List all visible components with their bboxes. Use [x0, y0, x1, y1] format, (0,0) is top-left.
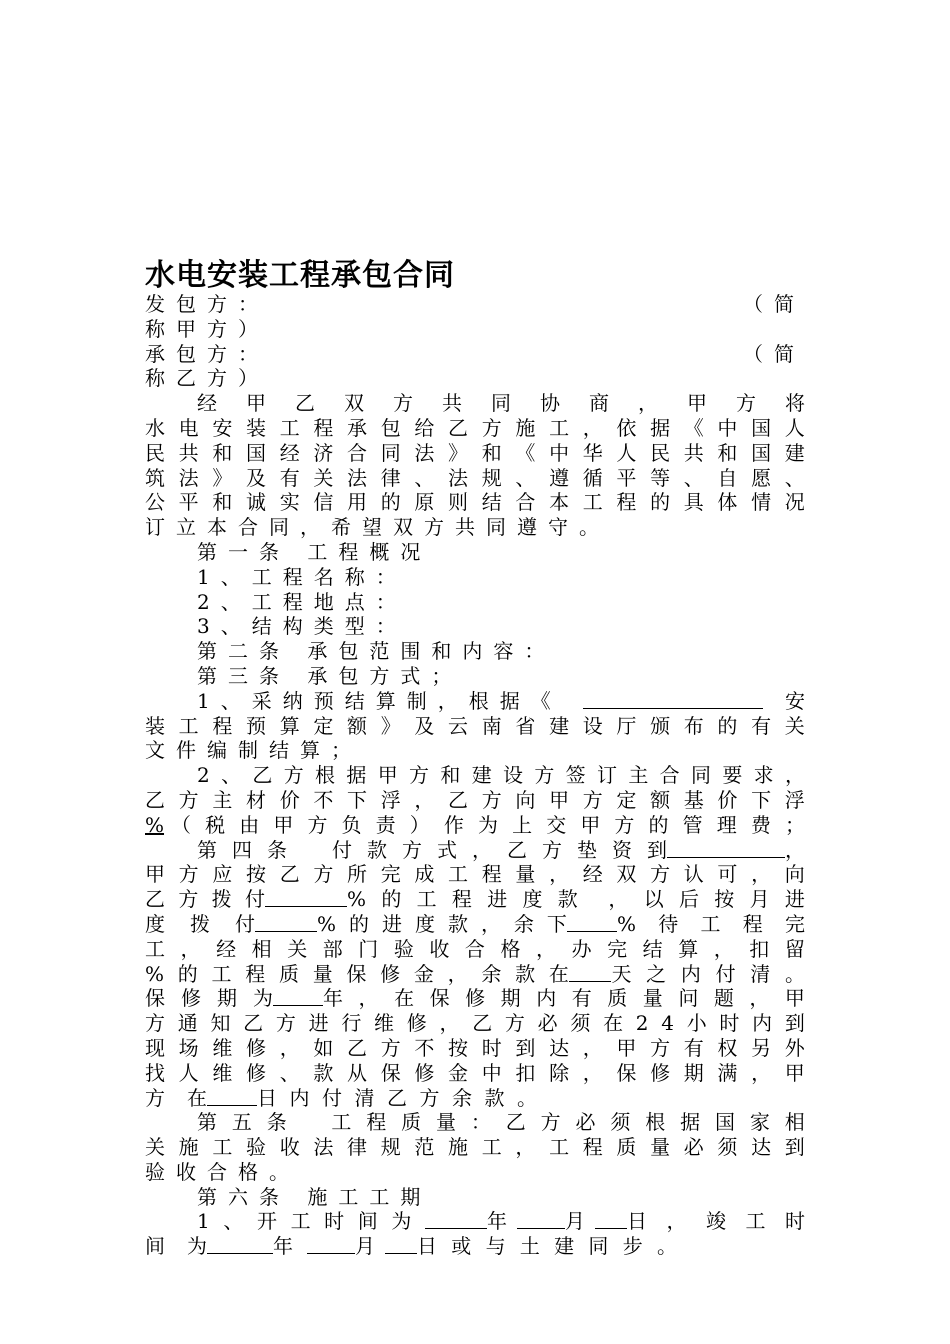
contract-line: [145, 986, 805, 1011]
contract-line: [145, 416, 805, 441]
contract-line: [145, 515, 805, 540]
contract-text: 第 四 条 付 款 方 式 ， 乙 方 垫 资 到: [197, 837, 667, 862]
contract-line: [145, 292, 805, 317]
contract-line: [145, 887, 805, 912]
contract-text: 2 、 乙 方 根 据 甲 方 和 建 设 方 签 订 主 合 同 要 求 ，: [197, 763, 805, 788]
blank-line: [569, 962, 612, 982]
contract-line: [145, 1160, 805, 1185]
contract-text: % 待 工 程 完: [617, 911, 805, 936]
contract-text: 1、采纳预结算制，根据《: [197, 688, 562, 713]
contract-text: （简: [743, 292, 805, 316]
blank-line: [255, 912, 317, 932]
contract-text: 方 在: [145, 1085, 207, 1110]
contract-line: [145, 391, 805, 416]
contract-line: [145, 1234, 805, 1259]
section-heading: [145, 540, 805, 565]
contract-text: 第一条 工程概况: [197, 539, 432, 564]
blank-line: [667, 838, 785, 858]
contract-text: （简: [743, 341, 805, 366]
contract-line: [145, 763, 805, 788]
contract-line: [145, 1086, 805, 1111]
blank-line: [273, 986, 323, 1006]
blank-line: [307, 1234, 355, 1254]
contract-text: % 的 工 程 进 度 款 ， 以 后 按 月 进: [347, 887, 805, 912]
contract-line: [145, 937, 805, 962]
contract-text: 2、工程地点：: [197, 589, 407, 614]
contract-text: 第六条 施工工期: [197, 1184, 432, 1209]
contract-text: 间 为: [145, 1234, 207, 1259]
contract-line: [145, 788, 805, 813]
blank-line: [517, 1209, 565, 1229]
blank-line: [207, 1234, 273, 1254]
contract-line: [145, 813, 805, 838]
contract-line: [145, 317, 805, 342]
contract-line: [145, 689, 805, 714]
contract-text: 年: [273, 1234, 293, 1259]
contract-text: 月: [355, 1234, 375, 1259]
blank-line: [583, 689, 763, 709]
contract-text: 日 ， 竣 工 时: [627, 1209, 805, 1234]
contract-text: 称乙方）: [145, 366, 269, 391]
contract-text: 筑 法 》 及 有 关 法 律 、 法 规 、 遵 循 平 等 、 自 愿 、: [145, 465, 805, 490]
blank-line: [385, 1234, 417, 1254]
document-title: 水电安装工程承包合同: [145, 258, 455, 293]
contract-text: 乙 方 拨 付: [145, 887, 265, 912]
contract-text: 乙 方 主 材 价 不 下 浮 ， 乙 方 向 甲 方 定 额 基 价 下 浮: [145, 787, 805, 812]
contract-line: [145, 1011, 805, 1036]
contract-line: [145, 441, 805, 466]
contract-line: [145, 466, 805, 491]
contract-text: 现 场 维 修 ， 如 乙 方 不 按 时 到 达 ， 甲 方 有 权 另 外: [145, 1035, 805, 1060]
contract-text: 方 通 知 乙 方 进 行 维 修 ， 乙 方 必 须 在 2 4 小 时 内 到: [145, 1011, 805, 1036]
contract-text: 度 拨 付: [145, 911, 255, 936]
contract-text: 日 内 付 清 乙 方 余 款 。: [257, 1085, 537, 1110]
contract-text: 3、结构类型：: [197, 614, 407, 639]
contract-text: ，: [785, 837, 805, 862]
contract-line: [145, 366, 805, 391]
contract-text: 文件编制结算；: [145, 738, 362, 763]
contract-text: 验收合格。: [145, 1159, 300, 1184]
contract-text: 水 电 安 装 工 程 承 包 给 乙 方 施 工 ， 依 据 《 中 国 人: [145, 415, 805, 440]
contract-line: [145, 614, 805, 639]
contract-line: [145, 838, 805, 863]
contract-text: 订立本合同，希望双方共同遵守。: [145, 515, 610, 540]
contract-text: 日 或 与 土 建 同 步 。: [417, 1234, 677, 1259]
contract-line: [145, 862, 805, 887]
blank-line: [567, 912, 617, 932]
contract-text: % 的 工 程 质 量 保 修 金 ， 余 款 在: [145, 961, 569, 986]
contract-text: 公 平 和 诚 实 信 用 的 原 则 结 合 本 工 程 的 具 体 情 况: [145, 490, 805, 515]
contract-text: 月: [565, 1209, 585, 1234]
contract-text: 工 ， 经 相 关 部 门 验 收 合 格 ， 办 完 结 算 ， 扣 留: [145, 936, 805, 961]
contract-text: 关 施 工 验 收 法 律 规 范 施 工 ， 工 程 质 量 必 须 达 到: [145, 1135, 805, 1160]
contract-line: [145, 1135, 805, 1160]
contract-text: 承包方：: [145, 341, 269, 366]
section-heading: [145, 1110, 805, 1135]
contract-text: 找 人 维 修 、 款 从 保 修 金 中 扣 除 ， 保 修 期 满 ， 甲: [145, 1060, 805, 1085]
contract-text: 民 共 和 国 经 济 合 同 法 》 和 《 中 华 人 民 共 和 国 建: [145, 440, 805, 465]
contract-text: 年 ， 在 保 修 期 内 有 质 量 问 题 ， 甲: [323, 986, 805, 1011]
contract-text: 第二条 承包范围和内容：: [197, 639, 556, 664]
contract-line: [145, 1209, 805, 1234]
contract-text: 称甲方）: [145, 316, 269, 341]
contract-text: 第三条 承包方式；: [197, 663, 463, 688]
blank-line: [207, 1086, 257, 1106]
blank-line: [595, 1209, 627, 1229]
blank-line: [425, 1209, 487, 1229]
contract-line: [145, 590, 805, 615]
contract-text: 1 、 开 工 时 间 为: [197, 1209, 412, 1234]
contract-text: 天 之 内 付 清 。: [611, 961, 805, 986]
contract-line: [145, 565, 805, 590]
contract-text: % 的 进 度 款 ， 余 下: [317, 911, 567, 936]
contract-text: 装 工 程 预 算 定 额 》 及 云 南 省 建 设 厅 颁 布 的 有 关: [145, 713, 805, 738]
contract-text: 1、工程名称：: [197, 564, 407, 589]
contract-line: [145, 1036, 805, 1061]
contract-text: 经 甲 乙 双 方 共 同 协 商 ， 甲 方 将: [197, 391, 805, 416]
blank-line: [265, 887, 347, 907]
contract-text: 年: [487, 1209, 507, 1234]
section-heading: [145, 1185, 805, 1210]
section-heading: [145, 639, 805, 664]
contract-line: [145, 342, 805, 367]
contract-line: [145, 912, 805, 937]
contract-line: [145, 714, 805, 739]
section-heading: [145, 664, 805, 689]
contract-text: （ 税 由 甲 方 负 责 ） 作 为 上 交 甲 方 的 管 理 费 ；: [171, 812, 805, 837]
contract-text: %: [145, 812, 165, 837]
contract-line: [145, 738, 805, 763]
contract-body: [145, 292, 805, 1259]
contract-text: 保 修 期 为: [145, 986, 273, 1011]
contract-text: 安: [784, 688, 805, 713]
contract-text: 第 五 条 工 程 质 量 ： 乙 方 必 须 根 据 国 家 相: [197, 1110, 805, 1135]
contract-line: [145, 962, 805, 987]
contract-text: 甲 方 应 按 乙 方 所 完 成 工 程 量 ， 经 双 方 认 可 ， 向: [145, 862, 805, 887]
contract-line: [145, 1061, 805, 1086]
contract-line: [145, 490, 805, 515]
contract-text: 发包方：: [145, 292, 269, 316]
